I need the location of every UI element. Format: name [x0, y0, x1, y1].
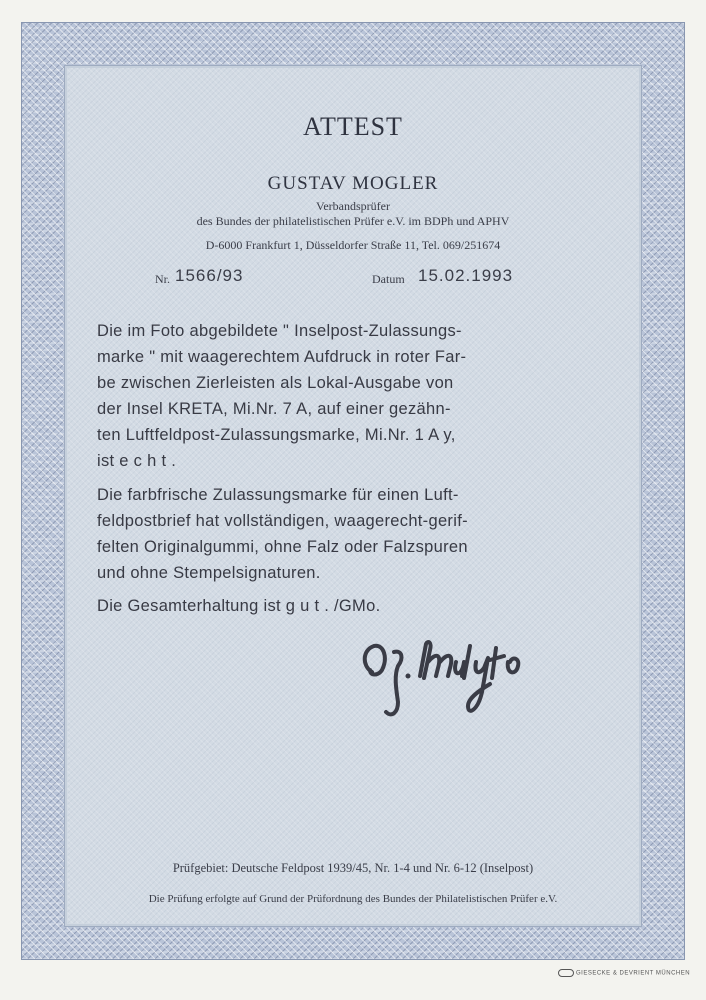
body-line: ten Luftfeldpost-Zulassungsmarke, Mi.Nr. 1 A y,	[97, 426, 456, 444]
certificate-number-label: Nr.	[155, 272, 170, 286]
body-line: ist e c h t .	[97, 452, 177, 470]
printer-name: GIESECKE & DEVRIENT MÜNCHEN	[576, 970, 691, 977]
association-line: des Bundes der philatelistischen Prüfer e.V. im BDPh und APHV	[196, 214, 510, 228]
body-line: der Insel KRETA, Mi.Nr. 7 A, auf einer gezähn-	[97, 400, 451, 418]
body-line: Die Gesamterhaltung ist g u t . /GMo.	[97, 597, 381, 615]
examiner-name: GUSTAV MOGLER	[267, 173, 439, 194]
page-title: ATTEST	[303, 112, 403, 141]
body-line: Die farbfrische Zulassungsmarke für einen Luft-	[97, 486, 459, 504]
examination-basis: Die Prüfung erfolgte auf Grund der Prüfordnung des Bundes der Philatelistischen Prüfer e.V.	[148, 893, 558, 905]
body-line: Die im Foto abgebildete " Inselpost-Zulassungs-	[97, 322, 462, 340]
body-line: felten Originalgummi, ohne Falz oder Falzspuren	[97, 538, 468, 556]
certificate-number: 1566/93	[175, 266, 244, 285]
printer-logo-icon	[558, 969, 574, 977]
printer-imprint	[558, 969, 690, 977]
body-line: und ohne Stempelsignaturen.	[97, 564, 321, 582]
examiner-role: Verbandsprüfer	[316, 199, 390, 213]
body-line: marke " mit waagerechtem Aufdruck in roter Far-	[97, 348, 467, 366]
body-line: be zwischen Zierleisten als Lokal-Ausgabe von	[97, 374, 454, 392]
signature-image	[358, 632, 558, 732]
address-line: D-6000 Frankfurt 1, Düsseldorfer Straße 11, Tel. 069/251674	[205, 238, 501, 252]
date-label: Datum	[372, 272, 405, 286]
certificate-date: 15.02.1993	[418, 266, 514, 285]
examination-scope: Prüfgebiet: Deutsche Feldpost 1939/45, Nr. 1-4 und Nr. 6-12 (Inselpost)	[172, 861, 534, 875]
body-line: feldpostbrief hat vollständigen, waagerecht-gerif-	[97, 512, 468, 530]
